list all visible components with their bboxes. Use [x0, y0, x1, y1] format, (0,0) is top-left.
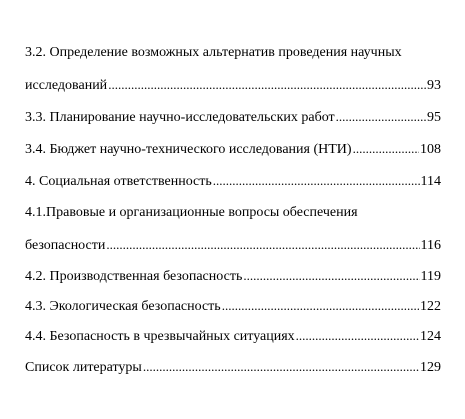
toc-entry-4-3 — [25, 296, 441, 316]
toc-entry-4-2 — [25, 266, 441, 286]
toc-dot-leader — [336, 107, 426, 127]
toc-dot-leader — [296, 326, 419, 346]
toc-dot-leader — [353, 139, 419, 159]
toc-dot-leader — [243, 266, 419, 286]
toc-entry-text: исследований — [25, 78, 108, 93]
toc-entry-text: 4.4. Безопасность в чрезвычайных ситуациях — [25, 329, 295, 344]
toc-entry-text: безопасности — [25, 238, 106, 253]
toc-page-number: 129 — [420, 360, 441, 375]
toc-entry-3-2-heading — [25, 43, 445, 63]
toc-entry-4-1 — [25, 235, 441, 255]
toc-entry-references — [25, 357, 441, 377]
toc-entry-4-4 — [25, 326, 441, 346]
toc-page-number: 119 — [420, 269, 441, 284]
toc-entry-text: 3.3. Планирование научно-исследовательских работ — [25, 110, 335, 125]
toc-dot-leader — [108, 75, 426, 95]
toc-entry-3-2 — [25, 75, 441, 95]
toc-entry-3-3 — [25, 107, 441, 127]
toc-entry-text: 4.3. Экологическая безопасность — [25, 299, 221, 314]
toc-page-number: 95 — [427, 110, 441, 125]
toc-dot-leader — [213, 171, 420, 191]
toc-page-number: 122 — [420, 299, 441, 314]
toc-entry-text: Список литературы — [25, 360, 142, 375]
toc-page-number: 93 — [427, 78, 441, 93]
toc-entry-text: 3.2. Определение возможных альтернатив проведения научных — [25, 45, 402, 60]
toc-entry-3-4 — [25, 139, 441, 159]
toc-entry-4-1-heading — [25, 203, 445, 223]
toc-page-number: 116 — [420, 238, 441, 253]
toc-page-number: 114 — [420, 174, 441, 189]
toc-dot-leader — [222, 296, 419, 316]
toc-entry-4 — [25, 171, 441, 191]
toc-page-number: 124 — [420, 329, 441, 344]
toc-page-number: 108 — [420, 142, 441, 157]
toc-entry-text: 3.4. Бюджет научно-технического исследования (НТИ) — [25, 142, 352, 157]
toc-entry-text: 4.1.Правовые и организационные вопросы обеспечения — [25, 205, 358, 220]
toc-dot-leader — [143, 357, 419, 377]
toc-entry-text: 4. Социальная ответственность — [25, 174, 212, 189]
toc-entry-text: 4.2. Производственная безопасность — [25, 269, 243, 284]
toc-dot-leader — [106, 235, 419, 255]
